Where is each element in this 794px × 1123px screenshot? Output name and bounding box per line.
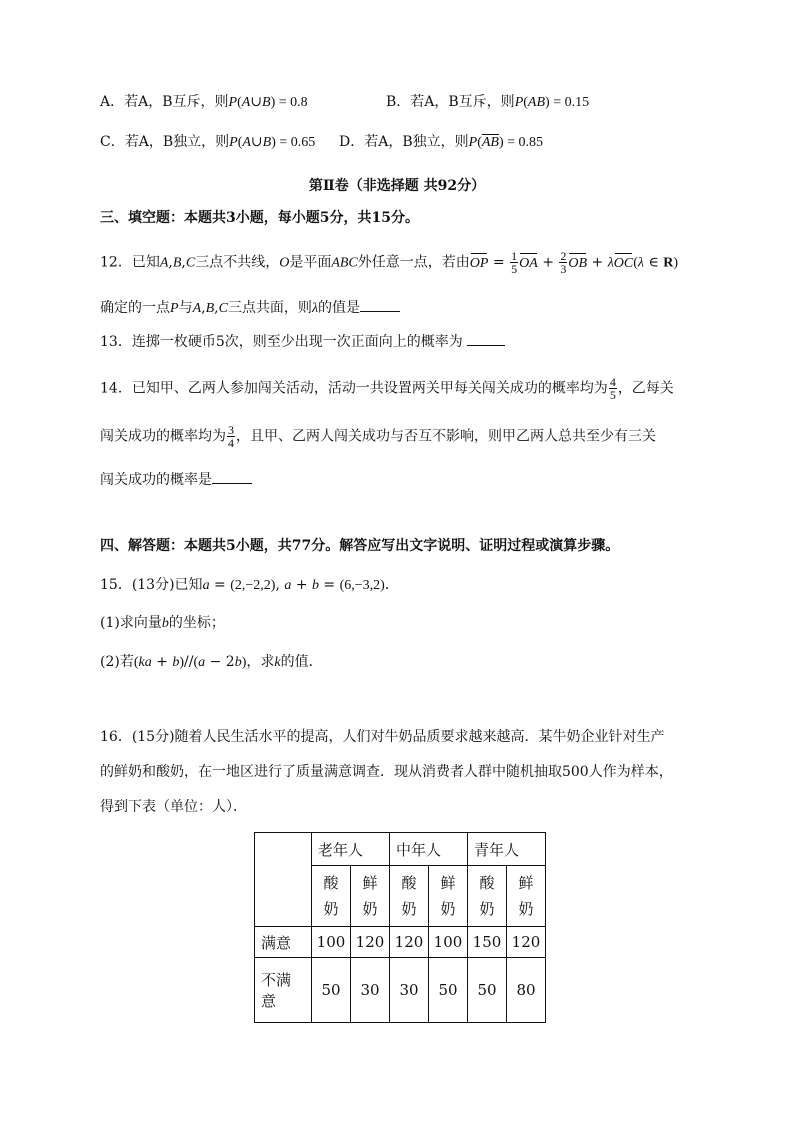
survey-table [254, 832, 546, 1023]
table-cell: 50 [468, 958, 507, 1023]
question-16-line2: 的鲜奶和酸奶，在一地区进行了质量满意调查．现从消费者人群中随机抽取500人作为样本， [100, 764, 673, 780]
table-cell: 100 [429, 927, 468, 958]
answer-heading: 四、解答题：本题共5小题，共77分。解答应写出文字说明、证明过程或演算步骤。 [100, 538, 620, 554]
group-young: 青年人 [468, 833, 546, 866]
option-a: A．若A，B互斥，则P(A∪B) = 0.8 [100, 94, 308, 110]
table-cell: 100 [312, 927, 351, 958]
question-16-line1: 16．(15分)随着人民生活水平的提高，人们对牛奶品质要求越来越高．某牛奶企业针对生产 [100, 729, 665, 745]
table-cell: 120 [390, 927, 429, 958]
table-cell: 30 [390, 958, 429, 1023]
table-cell: 50 [429, 958, 468, 1023]
question-12-line2: 确定的一点P与A,B,C三点共面，则λ的值是 [100, 297, 400, 319]
subheader-yogurt: 酸 奶 [312, 866, 351, 927]
question-15-part1: (1)求向量b的坐标； [100, 615, 225, 631]
table-row [255, 958, 546, 1023]
subheader-fresh-milk: 鲜 奶 [429, 866, 468, 927]
option-b: B．若A，B互斥，则P(AB) = 0.15 [386, 94, 590, 110]
table-cell: 120 [507, 927, 546, 958]
group-elderly: 老年人 [312, 833, 390, 866]
subheader-yogurt: 酸 奶 [390, 866, 429, 927]
table-cell: 50 [312, 958, 351, 1023]
question-13: 13．连掷一枚硬币5次，则至少出现一次正面向上的概率为 [100, 331, 505, 352]
fill-in-heading: 三、填空题：本题共3小题，每小题5分，共15分。 [100, 210, 419, 226]
subheader-yogurt: 酸 奶 [468, 866, 507, 927]
question-15: 15．(13分)已知a = (2,−2,2), a + b = (6,−3,2)． [100, 577, 399, 593]
subheader-fresh-milk: 鲜 奶 [507, 866, 546, 927]
table-cell: 80 [507, 958, 546, 1023]
row-label: 满意 [255, 927, 312, 958]
group-middle-aged: 中年人 [390, 833, 468, 866]
table-cell: 150 [468, 927, 507, 958]
section-title: 第Ⅱ卷（非选择题 共92分） [308, 178, 486, 194]
row-label: 不满 意 [255, 958, 312, 1023]
question-15-part2: (2)若(ka + b)//(a − 2b)，求k的值． [100, 654, 323, 670]
question-16-line3: 得到下表（单位：人）． [100, 799, 247, 815]
option-c: C．若A，B独立，则P(A∪B) = 0.65 [100, 134, 316, 150]
question-14-line1: 14．已知甲、乙两人参加闯关活动，活动一共设置两关甲每关闯关成功的概率均为 $\frac{4}{5}$ ，乙每关 [100, 375, 674, 402]
question-12: 12．已知A,B,C三点不共线，O是平面ABC外任意一点，若由OP = $\frac{1}{5}$ OA + $\frac{2}{3}$ OB + λOC(λ ∈ R) [100, 249, 679, 276]
table-row [255, 927, 546, 958]
option-d: D．若A，B独立，则$P(\overline{AB}) = 0.85$ [339, 134, 544, 150]
table-corner [255, 833, 312, 927]
table-cell: 120 [351, 927, 390, 958]
subheader-fresh-milk: 鲜 奶 [351, 866, 390, 927]
question-14-line3: 闯关成功的概率是 [100, 469, 252, 490]
question-14-line2: 闯关成功的概率均为 $\frac{3}{4}$ ，且甲、乙两人闯关成功与否互不影响，则甲乙两人总共至少有三关 [100, 423, 656, 450]
table-cell: 30 [351, 958, 390, 1023]
